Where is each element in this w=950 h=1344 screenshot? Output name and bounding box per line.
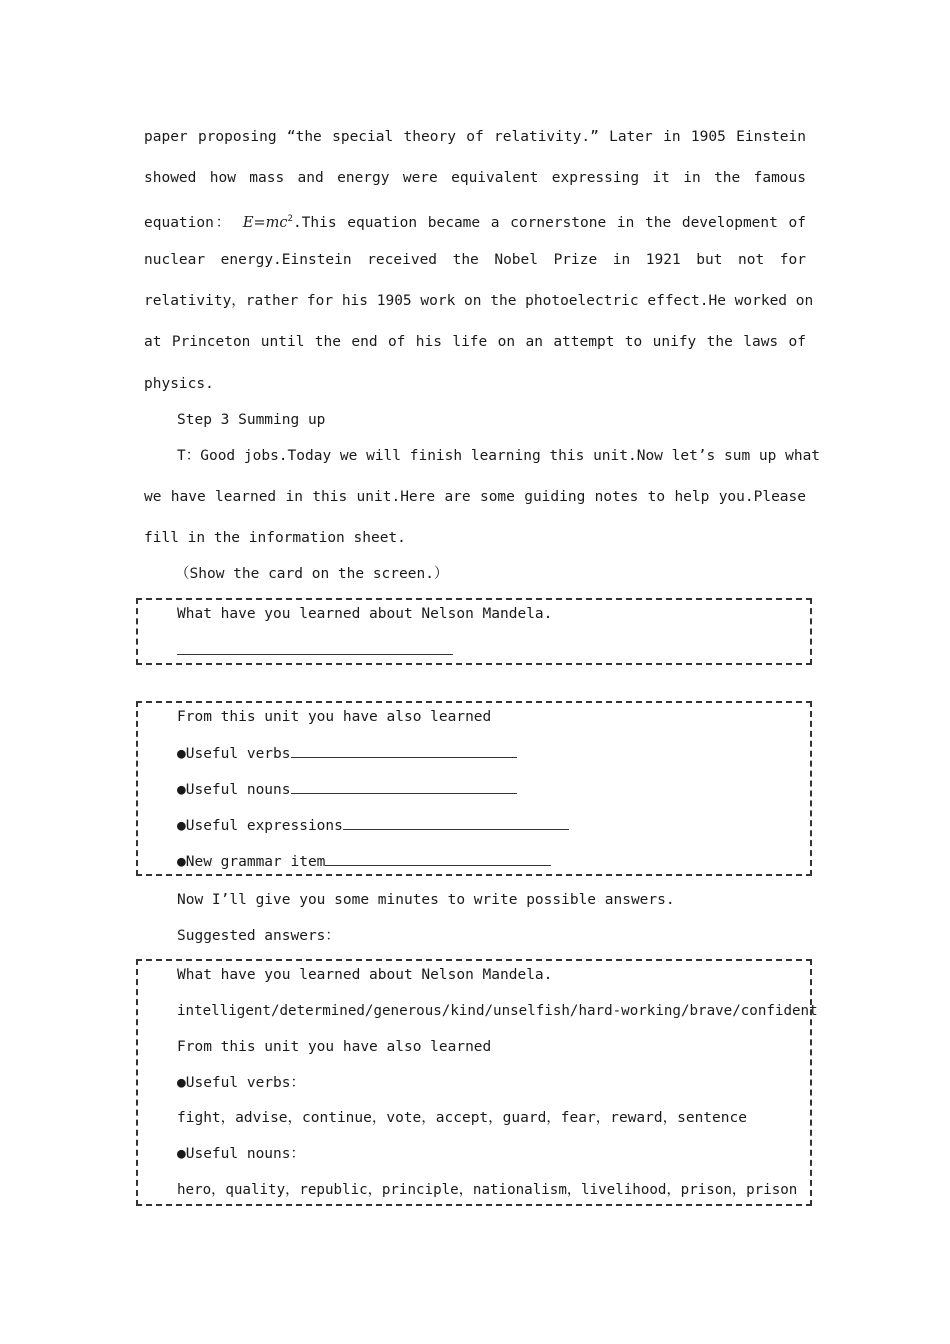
answers-nouns: hero，quality，republic，principle，nationalism，livelihood，prison，prison (177, 1182, 798, 1198)
card2-item-verbs (177, 743, 517, 764)
card2-item-grammar (177, 851, 551, 872)
answers-verbs: fight，advise，continue，vote，accept，guard，fear，reward，sentence (177, 1110, 747, 1126)
equation-suffix: .This equation became a cornerstone in the development of (292, 214, 806, 231)
card1-question: What have you learned about Nelson Mandela. (177, 606, 553, 622)
equation-prefix: equation： (144, 214, 233, 231)
grammar-blank (325, 851, 551, 866)
verbs-blank (291, 743, 517, 758)
item-label: ●Useful verbs (177, 746, 291, 762)
paragraph-line-7: physics. (144, 376, 214, 392)
paragraph-line-2: showed how mass and energy were equivalent expressing it in the famous (144, 170, 806, 186)
paragraph-line-4: nuclear energy.Einstein received the Nobel Prize in 1921 but not for (144, 252, 806, 268)
teacher-line-1: T：Good jobs.Today we will finish learning this unit.Now let’s sum up what (177, 448, 821, 464)
suggested-answers-label: Suggested answers： (177, 928, 340, 944)
paragraph-line-6: at Princeton until the end of his life on an attempt to unify the laws of (144, 334, 806, 350)
item-label: ●Useful nouns (177, 782, 291, 798)
answers-question: What have you learned about Nelson Mandela. (177, 967, 553, 983)
teacher-line-3: fill in the information sheet. (144, 530, 406, 546)
equation-e: E (242, 214, 254, 231)
card2-item-nouns (177, 779, 517, 800)
answers-also-learned: From this unit you have also learned (177, 1039, 492, 1055)
instruction-text: Now I’ll give you some minutes to write possible answers. (177, 892, 675, 908)
card2-heading: From this unit you have also learned (177, 709, 492, 725)
step-heading: Step 3 Summing up (177, 412, 326, 428)
show-card-note: （Show the card on the screen.） (175, 566, 449, 582)
paragraph-line-5: relativity，rather for his 1905 work on the photoelectric effect.He worked on (144, 293, 814, 309)
paragraph-equation-line (144, 209, 806, 233)
item-label: ●New grammar item (177, 854, 326, 870)
answers-qualities: intelligent/determined/generous/kind/unselfish/hard-working/brave/confident (177, 1003, 818, 1019)
equation-mc: =mc (253, 214, 288, 231)
card1-answer-line (177, 640, 453, 661)
card2-item-expressions (177, 815, 569, 836)
nouns-blank (291, 779, 517, 794)
item-label: ●Useful expressions (177, 818, 343, 834)
answer-blank (177, 640, 453, 655)
answers-nouns-label: ●Useful nouns： (177, 1146, 305, 1162)
equation-exponent: 2 (287, 214, 293, 224)
expressions-blank (343, 815, 569, 830)
paragraph-line-1: paper proposing “the special theory of relativity.” Later in 1905 Einstein (144, 129, 806, 145)
teacher-line-2: we have learned in this unit.Here are some guiding notes to help you.Please (144, 489, 806, 505)
equation-formula (243, 215, 293, 231)
answers-verbs-label: ●Useful verbs： (177, 1075, 305, 1091)
